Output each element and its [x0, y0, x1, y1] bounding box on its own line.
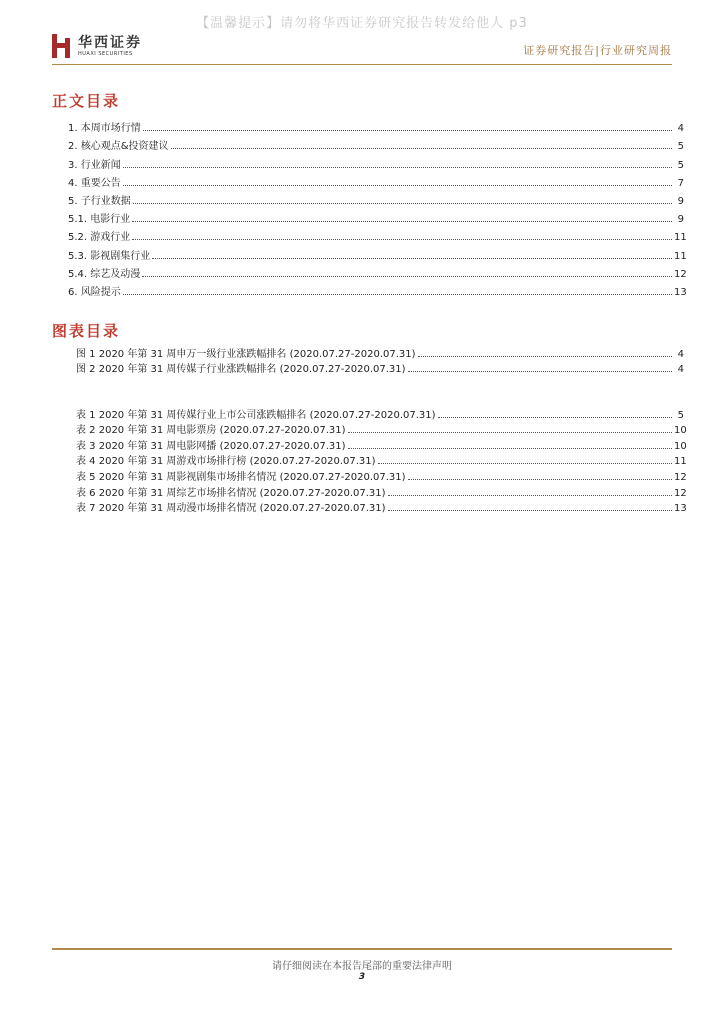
table-item-page: 11	[674, 456, 687, 468]
figure-item-label: 图 1 2020 年第 31 周申万一级行业涨跌幅排名 (2020.07.27-2020.07.31)	[76, 348, 416, 360]
toc-title: 正文目录	[52, 92, 121, 110]
logo-name-en: HUAXI SECURITIES	[78, 50, 133, 57]
toc-item[interactable]	[68, 152, 684, 170]
figure-item-page: 4	[677, 364, 684, 376]
leader-dots	[142, 276, 672, 277]
logo-name-cn: 华西证券	[78, 34, 142, 51]
table-item-page: 10	[674, 440, 687, 452]
table-item-page: 12	[674, 471, 687, 483]
toc-item-page: 5	[677, 159, 684, 171]
leader-dots	[408, 371, 672, 372]
table-item-page: 12	[674, 487, 687, 499]
table-item[interactable]	[76, 405, 684, 421]
table-list	[76, 405, 687, 515]
footer-divider	[52, 948, 672, 950]
toc-item-label: 5.1. 电影行业	[68, 214, 131, 226]
toc-item-label: 5.2. 游戏行业	[68, 232, 131, 244]
table-item-label: 表 6 2020 年第 31 周综艺市场排名情况 (2020.07.27-2020.07.31)	[76, 487, 386, 499]
leader-dots	[152, 258, 672, 259]
leader-dots	[348, 448, 672, 449]
company-logo	[52, 34, 142, 58]
toc-item-label: 2. 核心观点&投资建议	[68, 141, 169, 153]
leader-dots	[132, 221, 672, 222]
toc-item-page: 11	[674, 232, 687, 244]
report-type: 证券研究报告|行业研究周报	[523, 44, 672, 57]
toc-item[interactable]	[68, 225, 687, 244]
toc-item[interactable]	[68, 134, 684, 152]
leader-dots	[348, 432, 672, 433]
toc-item-label: 5.3. 影视剧集行业	[68, 250, 151, 262]
table-item[interactable]	[76, 467, 687, 483]
toc-item[interactable]	[68, 243, 687, 262]
table-item[interactable]	[76, 421, 687, 437]
table-item-page: 13	[674, 503, 687, 515]
toc-item-label: 6. 风险提示	[68, 286, 121, 298]
toc-item-page: 13	[674, 286, 687, 298]
toc-item-label: 1. 本周市场行情	[68, 123, 141, 135]
leader-dots	[133, 203, 672, 204]
toc-item-label: 4. 重要公告	[68, 177, 121, 189]
page-number: 3	[358, 972, 366, 982]
toc-item[interactable]	[68, 189, 684, 207]
toc-item[interactable]	[68, 116, 684, 134]
table-item-label: 表 1 2020 年第 31 周传媒行业上市公司涨跌幅排名 (2020.07.27-2020.07.31)	[76, 409, 436, 421]
table-item-page: 5	[677, 409, 684, 421]
table-item-label: 表 3 2020 年第 31 周电影网播 (2020.07.27-2020.07.31)	[76, 440, 346, 452]
figure-item-page: 4	[677, 348, 684, 360]
header-divider	[52, 64, 672, 65]
figure-item[interactable]	[76, 360, 684, 376]
table-item-label: 表 2 2020 年第 31 周电影票房 (2020.07.27-2020.07.31)	[76, 425, 346, 437]
table-item-label: 表 5 2020 年第 31 周影视剧集市场排名情况 (2020.07.27-2020.07.31)	[76, 471, 406, 483]
toc-item-page: 12	[674, 268, 687, 280]
toc-item[interactable]	[68, 280, 687, 298]
toc-item[interactable]	[68, 171, 684, 189]
toc-item[interactable]	[68, 262, 687, 280]
logo-mark-icon	[52, 34, 72, 58]
toc-item-page: 9	[677, 214, 684, 226]
leader-dots	[418, 356, 672, 357]
figure-item[interactable]	[76, 344, 684, 360]
leader-dots	[123, 185, 672, 186]
leader-dots	[143, 130, 672, 131]
leader-dots	[388, 495, 672, 496]
leader-dots	[378, 463, 672, 464]
table-item[interactable]	[76, 452, 687, 468]
figure-item-label: 图 2 2020 年第 31 周传媒子行业涨跌幅排名 (2020.07.27-2020.07.31)	[76, 364, 406, 376]
watermark-text: 【温馨提示】请勿将华西证券研究报告转发给他人 p3	[196, 16, 528, 31]
legal-notice: 请仔细阅读在本报告尾部的重要法律声明	[272, 961, 452, 972]
table-item[interactable]	[76, 483, 687, 499]
table-item-label: 表 4 2020 年第 31 周游戏市场排行榜 (2020.07.27-2020.07.31)	[76, 456, 376, 468]
figure-list	[76, 344, 684, 375]
leader-dots	[438, 417, 672, 418]
leader-dots	[132, 239, 672, 240]
toc-item-page: 9	[677, 195, 684, 207]
toc-list	[68, 116, 687, 298]
table-item-label: 表 7 2020 年第 31 周动漫市场排名情况 (2020.07.27-2020.07.31)	[76, 503, 386, 515]
toc-item-page: 4	[677, 123, 684, 135]
toc-item-page: 7	[677, 177, 684, 189]
leader-dots	[123, 294, 672, 295]
leader-dots	[388, 510, 672, 511]
table-item[interactable]	[76, 499, 687, 515]
leader-dots	[408, 479, 672, 480]
toc-item[interactable]	[68, 207, 684, 225]
figures-title: 图表目录	[52, 322, 121, 340]
toc-item-label: 5. 子行业数据	[68, 195, 131, 207]
leader-dots	[171, 148, 672, 149]
toc-item-label: 5.4. 综艺及动漫	[68, 268, 141, 280]
leader-dots	[123, 167, 672, 168]
toc-item-label: 3. 行业新闻	[68, 159, 121, 171]
table-item-page: 10	[674, 425, 687, 437]
toc-item-page: 5	[677, 141, 684, 153]
toc-item-page: 11	[674, 250, 687, 262]
table-item[interactable]	[76, 436, 687, 452]
